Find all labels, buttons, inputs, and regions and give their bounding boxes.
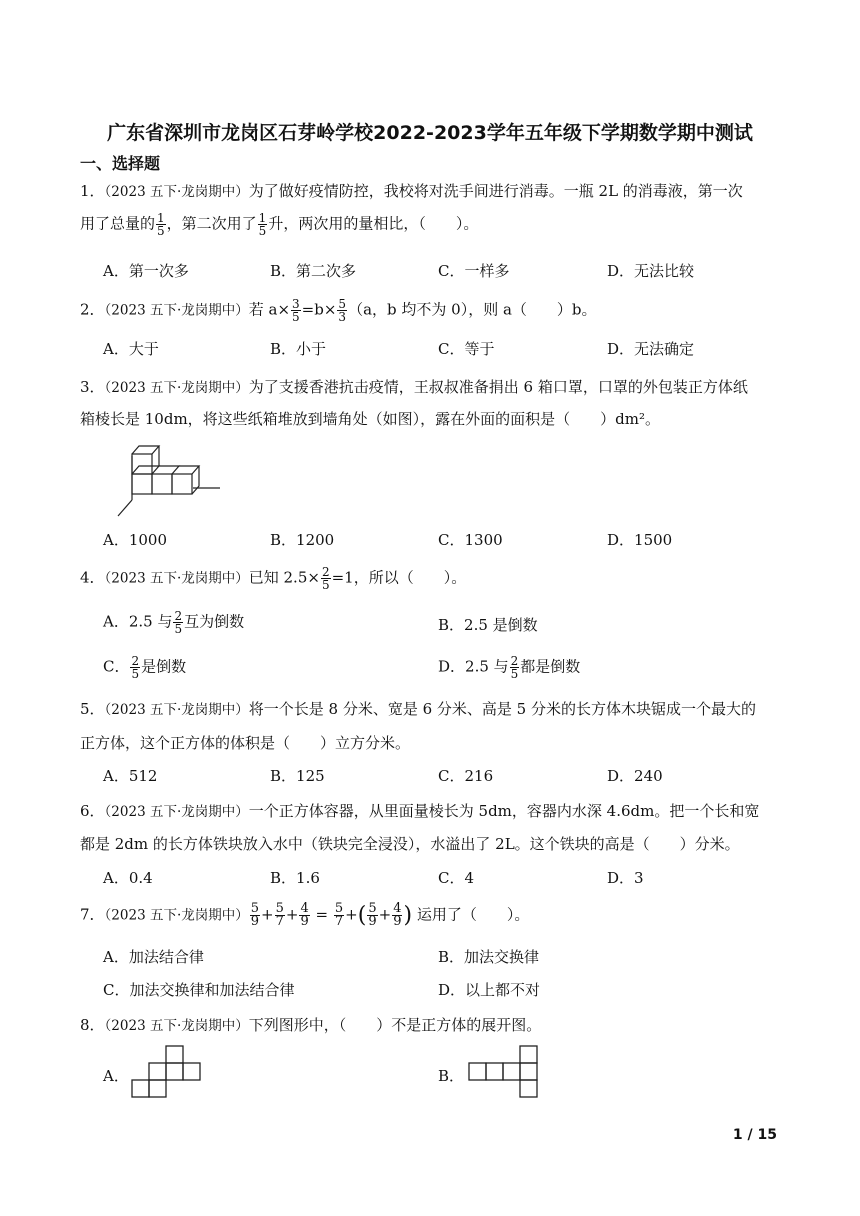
question-3-line-2: 箱棱长是 10dm，将这些纸箱堆放到墙角处（如图），露在外面的面积是（ ）dm²。 — [80, 410, 661, 428]
fraction: $\frac{2}{5}$ — [321, 565, 330, 592]
q3-option-c[interactable]: C．1300 — [438, 531, 503, 549]
q8-option-b[interactable]: B． — [438, 1067, 465, 1085]
q5-option-d[interactable]: D．240 — [607, 767, 663, 785]
q4-option-a[interactable]: A．2.5 与 $\frac{2}{5}$ 互为倒数 — [103, 609, 245, 636]
question-2: 2．（2023 五下·龙岗期中）若 a× $\frac{3}{5}$ =b× $\frac{5}{3}$ （a，b 均不为 0），则 a（ ）b。 — [80, 297, 597, 324]
fraction: $\frac{5}{7}$ — [334, 901, 344, 929]
question-1-line-2: 用了总量的 $\frac{1}{5}$ ，第二次用了 $\frac{1}{5}$ 升，两次用的量相比，（ ）。 — [80, 211, 479, 238]
question-4: 4．（2023 五下·龙岗期中）已知 2.5× $\frac{2}{5}$ =1，所以（ ）。 — [80, 565, 467, 592]
q2-option-a[interactable]: A．大于 — [103, 340, 159, 358]
fraction: $\frac{5}{9}$ — [250, 901, 260, 929]
question-6-line-2: 都是 2dm 的长方体铁块放入水中（铁块完全浸没），水溢出了 2L。这个铁块的高是（ ）分米。 — [80, 835, 740, 853]
fraction: $\frac{5}{7}$ — [275, 901, 284, 929]
q4-option-b[interactable]: B．2.5 是倒数 — [438, 616, 538, 634]
q5-option-c[interactable]: C．216 — [438, 767, 494, 785]
fraction: $\frac{2}{5}$ — [131, 654, 140, 681]
q2-option-b[interactable]: B．小于 — [270, 340, 327, 358]
question-6-line-1: 6．（2023 五下·龙岗期中）一个正方体容器，从里面量棱长为 5dm，容器内水深 4.6dm。把一个长和宽 — [80, 802, 760, 820]
q2-option-c[interactable]: C．等于 — [438, 340, 495, 358]
q5-option-b[interactable]: B．125 — [270, 767, 325, 785]
fraction: $\frac{2}{5}$ — [174, 609, 183, 636]
q7-option-a[interactable]: A．加法结合律 — [103, 948, 204, 966]
document-title: 广东省深圳市龙岗区石芽岭学校2022-2023学年五年级下学期数学期中测试 — [107, 122, 753, 144]
q5-option-a[interactable]: A．512 — [103, 767, 158, 785]
q1-option-c[interactable]: C．一样多 — [438, 262, 510, 280]
q6-option-a[interactable]: A．0.4 — [103, 869, 153, 887]
fraction: $\frac{4}{9}$ — [300, 901, 309, 929]
q3-option-a[interactable]: A．1000 — [103, 531, 168, 549]
fraction: $\frac{4}{9}$ — [393, 901, 402, 929]
question-1-line-1: 1．（2023 五下·龙岗期中）为了做好疫情防控，我校将对洗手间进行消毒。一瓶 2L 的消毒液，第一次 — [80, 182, 743, 200]
page-number: 1 / 15 — [732, 1127, 777, 1143]
q3-option-b[interactable]: B．1200 — [270, 531, 335, 549]
q3-option-d[interactable]: D．1500 — [607, 531, 673, 549]
q7-option-c[interactable]: C．加法交换律和加法结合律 — [103, 981, 295, 999]
q8-option-a[interactable]: A． — [103, 1067, 129, 1085]
q4-option-c[interactable]: C． $\frac{2}{5}$ 是倒数 — [103, 654, 187, 681]
question-5-line-2: 正方体，这个正方体的体积是（ ）立方分米。 — [80, 734, 411, 752]
question-7: 7．（2023 五下·龙岗期中） $\frac{5}{9}$ + $\frac{5}{7}$ + $\frac{4}{9}$ = $\frac{5}{7}$ +( $\frac{5}{9}$ + $\frac{4}{9}$ ) 运用了（ ）。 — [80, 901, 530, 929]
q6-option-c[interactable]: C．4 — [438, 869, 475, 887]
q1-option-d[interactable]: D．无法比较 — [607, 262, 695, 280]
question-3-line-1: 3．（2023 五下·龙岗期中）为了支援香港抗击疫情，王叔叔准备捐出 6 箱口罩，口罩的外包装正方体纸 — [80, 378, 748, 396]
question-8: 8．（2023 五下·龙岗期中）下列图形中，（ ）不是正方体的展开图。 — [80, 1016, 542, 1034]
q2-option-d[interactable]: D．无法确定 — [607, 340, 695, 358]
fraction: $\frac{5}{3}$ — [338, 297, 347, 324]
fraction: $\frac{5}{9}$ — [368, 901, 377, 929]
q7-option-b[interactable]: B．加法交换律 — [438, 948, 540, 966]
q1-option-b[interactable]: B．第二次多 — [270, 262, 357, 280]
stacked-boxes-figure — [110, 448, 225, 520]
fraction: $\frac{2}{5}$ — [510, 654, 519, 681]
cube-net-b-figure — [465, 1044, 545, 1104]
section-heading: 一、选择题 — [80, 154, 161, 173]
q1-option-a[interactable]: A．第一次多 — [103, 262, 189, 280]
fraction: $\frac{1}{5}$ — [258, 211, 267, 238]
fraction: $\frac{3}{5}$ — [292, 297, 300, 324]
question-5-line-1: 5．（2023 五下·龙岗期中）将一个长是 8 分米、宽是 6 分米、高是 5 分米的长方体木块锯成一个最大的 — [80, 700, 756, 718]
cube-net-a-figure — [130, 1044, 210, 1104]
q6-option-d[interactable]: D．3 — [607, 869, 644, 887]
q6-option-b[interactable]: B．1.6 — [270, 869, 320, 887]
q7-option-d[interactable]: D．以上都不对 — [438, 981, 541, 999]
q4-option-d[interactable]: D．2.5 与 $\frac{2}{5}$ 都是倒数 — [438, 654, 581, 681]
fraction: $\frac{1}{5}$ — [157, 211, 165, 238]
